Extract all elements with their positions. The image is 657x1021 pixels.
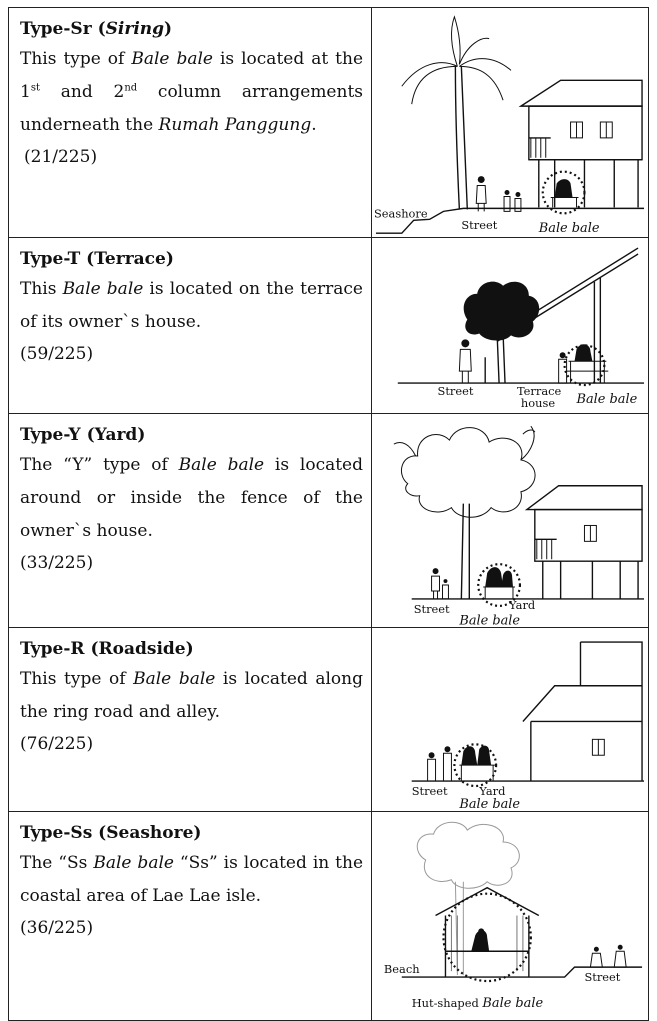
type-r-description-cell xyxy=(9,628,372,811)
type-r-label-bale: Bale bale xyxy=(459,796,521,811)
type-sr-description-cell xyxy=(9,8,372,237)
type-y-label-bale: Bale bale xyxy=(459,613,521,627)
type-sr-title: Type-Sr (Siring) xyxy=(20,19,173,39)
type-ss-illustration xyxy=(372,812,648,1020)
table-row-type-r xyxy=(9,627,648,811)
type-y-label-street: Street xyxy=(413,601,450,616)
type-sr-description: This type of Bale bale is located at the 1st and 2nd column arrangements underneath the Rumah Panggung. xyxy=(20,49,364,135)
table-row-type-ss xyxy=(9,811,648,1020)
type-r-label-yard: Yard xyxy=(479,783,506,798)
type-t-label-bale: Bale bale xyxy=(576,391,638,407)
type-r-title: Type-R (Roadside) xyxy=(20,639,194,659)
type-y-title: Type-Y (Yard) xyxy=(20,425,146,445)
type-t-description: This Bale bale is located on the terrace of its owner`s house. xyxy=(20,279,363,332)
type-t-label-house: house xyxy=(520,395,556,410)
bale-bale-types-table xyxy=(8,7,649,1021)
type-ss-description: The “Ss Bale bale “Ss” is located in the coastal area of Lae Lae isle. xyxy=(20,853,364,906)
type-r-description: This type of Bale bale is located along the ring road and alley. xyxy=(20,669,363,722)
type-t-illustration xyxy=(372,238,648,413)
type-ss-label-beach: Beach xyxy=(383,962,420,977)
type-ss-title: Type-Ss (Seashore) xyxy=(20,823,202,843)
type-t-title: Type-T (Terrace) xyxy=(20,249,174,269)
type-ss-label-hut-shaped: Hut-shaped Bale bale xyxy=(411,995,544,1011)
table-row-type-y xyxy=(9,413,648,627)
type-r-count: (76/225) xyxy=(20,734,94,754)
type-ss-description-cell xyxy=(9,812,372,1020)
type-ss-label-street: Street xyxy=(584,970,621,985)
type-r-label-street: Street xyxy=(411,783,448,798)
type-sr-label-seashore: Seashore xyxy=(373,206,428,221)
table-row-type-sr xyxy=(9,8,648,237)
type-y-illustration xyxy=(372,414,648,627)
type-sr-illustration xyxy=(372,8,648,237)
type-t-description-cell xyxy=(9,238,372,413)
type-t-label-street: Street xyxy=(437,383,474,398)
type-ss-count: (36/225) xyxy=(20,918,94,938)
table-row-type-t xyxy=(9,237,648,413)
type-r-illustration xyxy=(372,628,648,811)
type-y-count: (33/225) xyxy=(20,553,94,573)
type-y-description-cell xyxy=(9,414,372,627)
type-sr-label-street: Street xyxy=(461,218,498,233)
type-y-label-yard: Yard xyxy=(509,597,536,612)
type-t-count: (59/225) xyxy=(20,344,94,364)
type-y-description: The “Y” type of Bale bale is located around or inside the fence of the owner`s house. xyxy=(20,455,363,541)
type-sr-count: (21/225) xyxy=(24,147,98,167)
type-sr-label-bale: Bale bale xyxy=(538,221,600,237)
type-t-label-terrace: Terrace xyxy=(516,383,562,398)
